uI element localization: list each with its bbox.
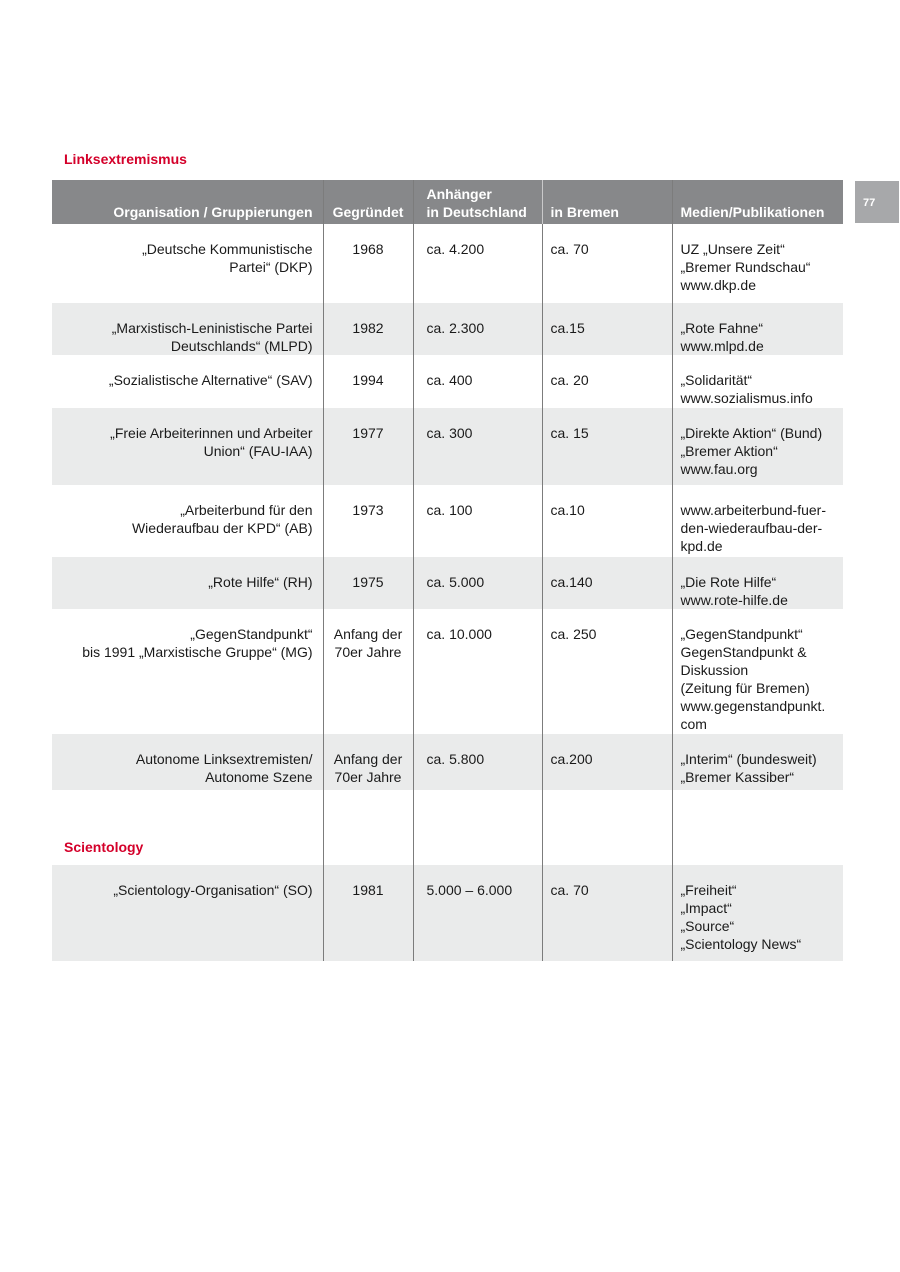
cell-media-line: „Bremer Aktion“	[680, 443, 778, 459]
section-title-scientology: Scientology	[64, 839, 144, 855]
cell-organisation-line: Wiederaufbau der KPD“ (AB)	[131, 520, 313, 536]
cell-organisation-line: „Freie Arbeiterinnen und Arbeiter	[110, 425, 313, 441]
cell-organisation-line: „Scientology-Organisation“ (SO)	[113, 882, 313, 898]
header-bremen: in Bremen	[542, 180, 672, 224]
cell-media-line: „Solidarität“	[680, 372, 753, 388]
cell-organisation-line: bis 1991 „Marxistische Gruppe“ (MG)	[82, 644, 313, 660]
cell-media-line: „Interim“ (bundesweit)	[680, 751, 817, 767]
cell-founded-line: 70er Jahre	[334, 644, 402, 660]
cell-followers-germany: ca. 10.000	[413, 609, 542, 734]
cell-media-line: www.fau.org	[680, 461, 758, 477]
spacer-cell	[542, 790, 672, 865]
cell-organisation-line: „GegenStandpunkt“	[190, 626, 313, 642]
cell-media-line: „Scientology News“	[680, 936, 802, 952]
cell-media-line: GegenStandpunkt &	[680, 644, 807, 660]
cell-media-line: UZ „Unsere Zeit“	[680, 241, 785, 257]
cell-organisation	[52, 355, 323, 408]
cell-media-line: Diskussion	[680, 662, 749, 678]
cell-founded-line: Anfang der	[333, 626, 403, 642]
cell-organisation-line: Union“ (FAU-IAA)	[203, 443, 313, 459]
cell-organisation	[52, 865, 323, 961]
cell-organisation	[52, 734, 323, 790]
cell-followers-bremen: ca.140	[542, 557, 672, 609]
cell-followers-bremen: ca. 15	[542, 408, 672, 485]
cell-founded-line: 1975	[352, 574, 384, 590]
table-row	[52, 303, 843, 355]
table-row	[52, 557, 843, 609]
cell-founded-line: 1977	[352, 425, 384, 441]
cell-media	[672, 224, 843, 303]
cell-media	[672, 408, 843, 485]
cell-media-line: www.mlpd.de	[680, 338, 764, 354]
cell-founded-line: 1994	[352, 372, 384, 388]
cell-media	[672, 303, 843, 355]
cell-organisation	[52, 224, 323, 303]
header-founded: Gegründet	[323, 180, 413, 224]
cell-media-line: www.rote-hilfe.de	[680, 592, 788, 608]
cell-followers-germany: ca. 2.300	[413, 303, 542, 355]
cell-organisation-line: Autonome Szene	[205, 769, 313, 785]
cell-media-line: www.sozialismus.info	[680, 390, 813, 406]
spacer-cell	[672, 790, 843, 865]
cell-media-line: „Die Rote Hilfe“	[680, 574, 777, 590]
cell-media-line: „Impact“	[680, 900, 732, 916]
header-followers: Anhänger	[426, 186, 492, 202]
cell-media-line: www.dkp.de	[680, 277, 756, 293]
cell-followers-bremen: ca. 250	[542, 609, 672, 734]
header-media: Medien/Publikationen	[672, 180, 843, 224]
cell-organisation-line: „Marxistisch-Leninistische Partei	[111, 320, 313, 336]
cell-organisation-line: „Sozialistische Alternative“ (SAV)	[108, 372, 313, 388]
cell-followers-bremen: ca.200	[542, 734, 672, 790]
cell-media-line: „Freiheit“	[680, 882, 737, 898]
cell-followers-germany: ca. 400	[413, 355, 542, 408]
cell-founded	[323, 609, 413, 734]
cell-organisation	[52, 408, 323, 485]
page-number: 77	[855, 181, 899, 223]
cell-followers-bremen: ca. 20	[542, 355, 672, 408]
cell-media	[672, 557, 843, 609]
cell-organisation-line: „Rote Hilfe“ (RH)	[208, 574, 313, 590]
cell-media-line: „Bremer Rundschau“	[680, 259, 811, 275]
table-row	[52, 485, 843, 557]
table-row	[52, 355, 843, 408]
cell-organisation-line: Deutschlands“ (MLPD)	[170, 338, 313, 354]
cell-followers-bremen: ca. 70	[542, 224, 672, 303]
cell-organisation-line: „Deutsche Kommunistische	[142, 241, 313, 257]
spacer-cell	[413, 790, 542, 865]
table-row	[52, 734, 843, 790]
cell-founded	[323, 734, 413, 790]
header-followers-germany	[413, 180, 542, 224]
cell-media-line: kpd.de	[680, 538, 723, 554]
cell-founded	[323, 355, 413, 408]
cell-media-line: (Zeitung für Bremen)	[680, 680, 810, 696]
cell-followers-germany: ca. 100	[413, 485, 542, 557]
cell-organisation	[52, 303, 323, 355]
cell-media-line: „GegenStandpunkt“	[680, 626, 803, 642]
cell-founded-line: 70er Jahre	[334, 769, 402, 785]
section-spacer-row	[52, 790, 843, 865]
cell-organisation-line: Partei“ (DKP)	[229, 259, 313, 275]
cell-followers-germany: ca. 300	[413, 408, 542, 485]
table-row	[52, 609, 843, 734]
cell-founded	[323, 865, 413, 961]
cell-organisation	[52, 557, 323, 609]
cell-media	[672, 734, 843, 790]
cell-media-line: den-wiederaufbau-der-	[680, 520, 823, 536]
table-row	[52, 408, 843, 485]
cell-founded-line: 1982	[352, 320, 384, 336]
cell-founded	[323, 224, 413, 303]
section-title-linksextremismus: Linksextremismus	[64, 151, 187, 167]
cell-media-line: www.gegenstandpunkt.	[680, 698, 826, 714]
cell-media-line: com	[680, 716, 707, 732]
cell-followers-bremen: ca.10	[542, 485, 672, 557]
cell-founded	[323, 303, 413, 355]
cell-media-line: „Rote Fahne“	[680, 320, 763, 336]
table-header-row	[52, 180, 843, 224]
table-row	[52, 865, 843, 961]
cell-media	[672, 355, 843, 408]
cell-followers-germany: ca. 5.800	[413, 734, 542, 790]
cell-organisation-line: Autonome Linksextremisten/	[135, 751, 313, 767]
cell-media-line: „Bremer Kassiber“	[680, 769, 795, 785]
table-row	[52, 224, 843, 303]
cell-founded	[323, 557, 413, 609]
cell-media-line: „Direkte Aktion“ (Bund)	[680, 425, 823, 441]
cell-followers-germany: ca. 4.200	[413, 224, 542, 303]
header-germany: in Deutschland	[426, 204, 527, 220]
organisations-table	[52, 180, 843, 961]
cell-followers-germany: 5.000 – 6.000	[413, 865, 542, 961]
spacer-cell	[323, 790, 413, 865]
cell-organisation	[52, 609, 323, 734]
cell-founded-line: 1973	[352, 502, 384, 518]
cell-followers-germany: ca. 5.000	[413, 557, 542, 609]
cell-media	[672, 865, 843, 961]
cell-media	[672, 609, 843, 734]
cell-founded-line: 1981	[352, 882, 384, 898]
cell-founded-line: 1968	[352, 241, 384, 257]
cell-followers-bremen: ca. 70	[542, 865, 672, 961]
cell-followers-bremen: ca.15	[542, 303, 672, 355]
cell-media	[672, 485, 843, 557]
cell-founded	[323, 408, 413, 485]
cell-media-line: www.arbeiterbund-fuer-	[680, 502, 827, 518]
header-organisation: Organisation / Gruppierungen	[52, 180, 323, 224]
cell-media-line: „Source“	[680, 918, 735, 934]
cell-founded-line: Anfang der	[333, 751, 403, 767]
cell-organisation	[52, 485, 323, 557]
cell-founded	[323, 485, 413, 557]
cell-organisation-line: „Arbeiterbund für den	[180, 502, 313, 518]
